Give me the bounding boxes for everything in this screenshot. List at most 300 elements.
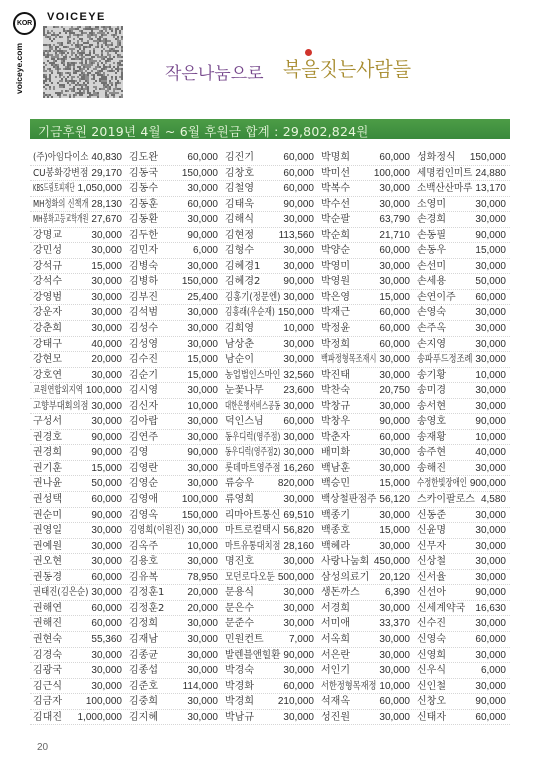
table-row	[30, 166, 510, 182]
donor-name: 김영옥	[129, 509, 158, 521]
donor-amount: 10,000	[475, 431, 506, 443]
donor-amount: 30,000	[91, 556, 122, 568]
donor-name: 김아랍	[129, 416, 158, 428]
donor-entry	[318, 648, 414, 663]
donor-name: 박경숙	[225, 665, 254, 677]
donor-amount: 30,000	[91, 416, 122, 428]
donor-name: 롯데마트영주점	[225, 462, 281, 474]
donor-amount: 15,000	[91, 462, 122, 474]
donor-entry	[126, 181, 222, 196]
donor-amount: 150,000	[277, 307, 314, 319]
donor-name: 마트로컬택시	[225, 525, 281, 537]
donor-entry	[318, 368, 414, 383]
voiceye-logo-text: VOICEYE	[47, 11, 106, 23]
table-row	[30, 445, 510, 461]
donor-amount: 30,000	[379, 183, 410, 195]
donor-name: 김용호	[129, 556, 158, 568]
donor-name: 박남규	[225, 711, 254, 723]
donor-name: 김창호	[225, 167, 254, 179]
donor-amount: 30,000	[187, 385, 218, 397]
donor-amount: 20,000	[91, 354, 122, 366]
donor-amount: 150,000	[181, 276, 218, 288]
donor-name: 백종호	[321, 525, 350, 537]
donor-amount: 90,000	[91, 431, 122, 443]
donor-entry	[30, 290, 126, 305]
donor-entry	[318, 228, 414, 243]
donor-amount: 90,000	[283, 276, 314, 288]
donor-entry	[222, 554, 318, 569]
donor-name: KBS드림토피재단	[33, 183, 75, 195]
table-row	[30, 181, 510, 197]
donor-amount: 500,000	[277, 571, 314, 583]
donor-amount: 16,260	[283, 462, 314, 474]
donor-name: 백파정형목조재시	[321, 354, 377, 366]
donor-entry	[222, 679, 318, 694]
donor-name: 명진호	[225, 556, 254, 568]
donor-entry	[126, 523, 222, 538]
donor-entry	[318, 632, 414, 647]
donor-entry	[30, 508, 126, 523]
donor-entry	[30, 570, 126, 585]
donor-amount: 10,000	[187, 540, 218, 552]
donor-entry	[222, 445, 318, 460]
donor-amount: 30,000	[187, 649, 218, 661]
donor-amount: 56,120	[379, 494, 410, 506]
donor-amount: 30,000	[475, 354, 506, 366]
donor-entry	[30, 601, 126, 616]
donor-entry	[126, 399, 222, 414]
table-row	[30, 523, 510, 539]
donor-name: 박은영	[321, 291, 350, 303]
donor-amount: 90,000	[91, 447, 122, 459]
donor-name: 백승민	[321, 478, 350, 490]
donor-amount: 30,000	[187, 525, 218, 537]
donor-entry	[126, 321, 222, 336]
donor-entry	[30, 166, 126, 181]
donor-amount: 30,000	[475, 509, 506, 521]
donor-entry	[222, 228, 318, 243]
donor-name: 김부진	[129, 291, 158, 303]
donor-amount: 30,000	[475, 462, 506, 474]
donor-entry	[414, 243, 510, 258]
donor-entry	[414, 554, 510, 569]
donor-amount: 30,000	[379, 462, 410, 474]
donor-entry	[126, 197, 222, 212]
donor-amount: 50,000	[91, 478, 122, 490]
donor-name: 김석범	[129, 307, 158, 319]
donor-entry	[414, 601, 510, 616]
donor-name: 송파푸드정조례	[417, 354, 473, 366]
donor-amount: 30,000	[91, 540, 122, 552]
donor-name: 김영애	[129, 494, 158, 506]
donation-summary-banner	[30, 119, 510, 139]
donor-amount: 30,000	[91, 649, 122, 661]
donor-name: 박순희	[321, 229, 350, 241]
donor-amount: 30,000	[379, 665, 410, 677]
donor-name: 신인철	[417, 680, 446, 692]
donor-entry	[414, 492, 510, 507]
donor-amount: 100,000	[373, 167, 410, 179]
donor-amount: 55,360	[91, 633, 122, 645]
donor-entry	[222, 539, 318, 554]
donor-name: 김정훈2	[129, 602, 165, 614]
donor-entry	[222, 570, 318, 585]
donor-amount: 30,000	[379, 400, 410, 412]
kor-badge: KOR	[13, 12, 36, 35]
donor-name: 서인기	[321, 665, 350, 677]
donor-entry	[126, 710, 222, 725]
donor-amount: 60,000	[283, 167, 314, 179]
donor-amount: 30,000	[475, 198, 506, 210]
donor-amount: 60,000	[379, 245, 410, 257]
donor-entry	[30, 352, 126, 367]
donor-amount: 30,000	[283, 291, 314, 303]
donor-entry	[318, 414, 414, 429]
donor-entry	[30, 414, 126, 429]
donor-amount: 30,000	[379, 369, 410, 381]
donor-entry	[414, 259, 510, 274]
donor-name: 김형수	[225, 245, 254, 257]
donor-name: 서미애	[321, 618, 350, 630]
donor-name: 박춘자	[321, 431, 350, 443]
donor-amount: 15,000	[379, 525, 410, 537]
donor-amount: 30,000	[187, 431, 218, 443]
donor-name: 김현정	[225, 229, 254, 241]
donor-name: 박수선	[321, 198, 350, 210]
donor-entry	[414, 150, 510, 165]
donor-entry	[30, 383, 126, 398]
donor-name: 배미화	[321, 447, 350, 459]
donor-name: MH봉화고등교학개원	[33, 214, 89, 226]
donor-amount: 69,510	[283, 509, 314, 521]
donor-entry	[414, 632, 510, 647]
donor-entry	[126, 274, 222, 289]
donor-entry	[30, 197, 126, 212]
donor-entry	[126, 492, 222, 507]
donor-amount: 30,000	[475, 556, 506, 568]
donor-amount: 10,000	[187, 400, 218, 412]
donor-name: 신윤명	[417, 525, 446, 537]
table-row	[30, 585, 510, 601]
donor-amount: 30,000	[91, 369, 122, 381]
donor-amount: 30,000	[283, 245, 314, 257]
donor-name: 박창우	[321, 416, 350, 428]
donor-name: 강명교	[33, 229, 62, 241]
donor-name: 김수진	[129, 354, 158, 366]
donor-amount: 30,000	[475, 307, 506, 319]
donor-entry	[222, 476, 318, 491]
donor-amount: 1,050,000	[77, 183, 122, 195]
donor-amount: 30,000	[379, 540, 410, 552]
donor-amount: 20,120	[379, 571, 410, 583]
donor-amount: 60,000	[283, 680, 314, 692]
donor-entry	[414, 321, 510, 336]
donor-entry	[126, 305, 222, 320]
donor-amount: 30,000	[475, 214, 506, 226]
donor-amount: 30,000	[379, 354, 410, 366]
donor-entry	[222, 305, 318, 320]
donor-name: 김정훈1	[129, 587, 165, 599]
donor-amount: 33,370	[379, 618, 410, 630]
donor-entry	[222, 523, 318, 538]
donor-amount: 30,000	[187, 338, 218, 350]
donor-name: 문용식	[225, 587, 254, 599]
donor-entry	[318, 663, 414, 678]
donor-entry	[318, 710, 414, 725]
donor-entry	[318, 508, 414, 523]
donor-name: 신세계약국	[417, 602, 466, 614]
donor-entry	[126, 383, 222, 398]
donor-name: 김광국	[33, 665, 62, 677]
donor-entry	[126, 414, 222, 429]
table-row	[30, 492, 510, 508]
donor-name: 남순이	[225, 354, 254, 366]
donor-amount: 90,000	[379, 416, 410, 428]
donor-entry	[30, 445, 126, 460]
donor-entry	[30, 399, 126, 414]
donor-amount: 30,000	[187, 214, 218, 226]
donor-amount: 30,000	[283, 494, 314, 506]
donor-amount: 24,880	[475, 167, 506, 179]
page-number: 20	[37, 742, 49, 753]
donor-amount: 150,000	[469, 152, 506, 163]
donor-amount: 60,000	[379, 338, 410, 350]
donor-name: 박정윤	[321, 323, 350, 335]
donor-name: 석재옥	[321, 696, 350, 708]
donor-name: 김성영	[129, 338, 158, 350]
donor-entry	[30, 243, 126, 258]
donor-name: 마트유통대치점	[225, 540, 281, 552]
table-row	[30, 663, 510, 679]
donor-name: 신창오	[417, 696, 446, 708]
donor-name: 교원연합외지역	[33, 385, 83, 397]
donor-name: 권기훈	[33, 462, 62, 474]
donor-amount: 30,000	[91, 665, 122, 677]
donor-amount: 30,000	[91, 680, 122, 692]
donor-entry	[222, 321, 318, 336]
donor-amount: 30,000	[475, 323, 506, 335]
donor-amount: 78,950	[187, 571, 218, 583]
donor-entry	[222, 632, 318, 647]
donor-entry	[126, 476, 222, 491]
donor-name: 성화정식	[417, 152, 456, 163]
donor-name: 류승우	[225, 478, 254, 490]
donor-amount: 210,000	[277, 696, 314, 708]
donor-name: 김연주	[129, 431, 158, 443]
donor-amount: 15,000	[475, 245, 506, 257]
donor-entry	[414, 274, 510, 289]
donor-amount: 60,000	[379, 323, 410, 335]
donor-entry	[318, 352, 414, 367]
donor-name: 김태욱	[225, 198, 254, 210]
donor-name: 김옥주	[129, 540, 158, 552]
donor-name: 박경희	[225, 696, 254, 708]
donor-name: 백상철판점주	[321, 494, 377, 506]
donor-name: 류영희	[225, 494, 254, 506]
donor-entry	[30, 585, 126, 600]
donor-entry	[222, 663, 318, 678]
donor-name: 김정희	[129, 618, 158, 630]
donor-name: 권경호	[33, 431, 62, 443]
donor-amount: 100,000	[85, 385, 122, 397]
donor-name: 송서현	[417, 400, 446, 412]
donor-amount: 30,000	[379, 260, 410, 272]
donor-entry	[222, 368, 318, 383]
donor-amount: 15,000	[91, 260, 122, 272]
donor-name: 김재남	[129, 633, 158, 645]
donor-amount: 60,000	[283, 416, 314, 428]
donor-table	[30, 150, 510, 725]
donor-name: 소영미	[417, 198, 446, 210]
donor-name: 권해연	[33, 602, 62, 614]
donor-entry	[30, 305, 126, 320]
donor-entry	[126, 554, 222, 569]
donor-amount: 90,000	[187, 447, 218, 459]
donor-name: 수정한빛장애인	[417, 478, 467, 490]
donor-entry	[222, 585, 318, 600]
donor-name: 김병하	[129, 276, 158, 288]
donor-amount: 40,000	[91, 338, 122, 350]
donor-name: 김신자	[129, 400, 158, 412]
donor-amount: 30,000	[283, 587, 314, 599]
donor-entry	[414, 445, 510, 460]
donor-entry	[222, 383, 318, 398]
donor-name: 박경화	[225, 680, 254, 692]
slogan-part-1: 작은나눔으로	[165, 64, 264, 84]
donor-amount: 90,000	[475, 696, 506, 708]
donor-amount: 150,000	[181, 167, 218, 179]
donor-name: 생돈까스	[321, 587, 360, 599]
donor-amount: 113,560	[278, 229, 314, 241]
donor-amount: 450,000	[373, 556, 410, 568]
donor-entry	[126, 461, 222, 476]
donor-name: 권경희	[33, 447, 62, 459]
donor-amount: 40,000	[475, 447, 506, 459]
donor-amount: 30,000	[283, 602, 314, 614]
donor-entry	[126, 290, 222, 305]
donor-entry	[318, 445, 414, 460]
donor-name: 김순기	[129, 369, 158, 381]
donor-amount: 30,000	[91, 229, 122, 241]
donor-name: 김동훈	[129, 198, 158, 210]
donor-amount: 30,000	[379, 509, 410, 521]
donor-entry	[222, 601, 318, 616]
donor-entry	[222, 414, 318, 429]
table-row	[30, 321, 510, 337]
donor-name: 성진원	[321, 711, 350, 723]
donor-entry	[126, 632, 222, 647]
donor-amount: 30,000	[379, 602, 410, 614]
donor-entry	[222, 352, 318, 367]
donor-name: 서옥희	[321, 633, 350, 645]
donor-amount: 30,000	[475, 385, 506, 397]
donor-entry	[222, 492, 318, 507]
donor-amount: 30,000	[283, 711, 314, 723]
donor-amount: 30,000	[91, 291, 122, 303]
donor-entry	[222, 430, 318, 445]
donor-amount: 60,000	[187, 198, 218, 210]
donor-entry	[30, 632, 126, 647]
donor-name: 소백산산마루	[417, 183, 473, 195]
donor-amount: 30,000	[475, 571, 506, 583]
donor-entry	[126, 508, 222, 523]
donor-amount: 28,160	[283, 540, 314, 552]
donor-amount: 90,000	[475, 416, 506, 428]
donor-entry	[318, 523, 414, 538]
donor-amount: 30,000	[187, 478, 218, 490]
donor-name: 동우디럭(영주점)	[225, 431, 281, 443]
donor-entry	[318, 492, 414, 507]
donor-name: 신선아	[417, 587, 446, 599]
donor-entry	[318, 601, 414, 616]
donor-amount: 60,000	[91, 494, 122, 506]
donor-entry	[222, 461, 318, 476]
donor-entry	[126, 259, 222, 274]
donor-name: 김두한	[129, 229, 158, 241]
donor-entry	[126, 166, 222, 181]
donor-amount: 30,000	[91, 400, 122, 412]
table-row	[30, 430, 510, 446]
donor-entry	[414, 585, 510, 600]
donor-name: 권동경	[33, 571, 62, 583]
donor-name: 김금자	[33, 696, 62, 708]
donor-entry	[30, 461, 126, 476]
donor-amount: 30,000	[283, 431, 314, 443]
donor-name: 신서율	[417, 571, 446, 583]
donor-name: 백남훈	[321, 462, 350, 474]
table-row	[30, 197, 510, 213]
donor-amount: 30,000	[283, 354, 314, 366]
donor-entry	[126, 539, 222, 554]
donor-entry	[318, 181, 414, 196]
donor-name: 권성택	[33, 494, 62, 506]
donor-entry	[222, 399, 318, 414]
donor-amount: 30,000	[187, 323, 218, 335]
donor-entry	[318, 305, 414, 320]
donor-name: 스카이팔로스	[417, 494, 475, 506]
donor-amount: 30,000	[187, 556, 218, 568]
donor-amount: 16,630	[475, 602, 506, 614]
donor-entry	[318, 554, 414, 569]
donor-amount: 30,000	[475, 540, 506, 552]
donor-name: (주)아임다이소	[33, 152, 89, 163]
donor-name: 신영희	[417, 649, 446, 661]
donor-amount: 4,580	[480, 494, 506, 506]
donor-entry	[414, 616, 510, 631]
donor-entry	[414, 181, 510, 196]
donor-entry	[30, 663, 126, 678]
donor-entry	[318, 274, 414, 289]
donor-amount: 60,000	[475, 711, 506, 723]
donor-name: 김영	[129, 447, 149, 459]
donor-amount: 10,000	[379, 680, 410, 692]
donor-entry	[126, 648, 222, 663]
donor-name: 박복수	[321, 183, 350, 195]
donor-name: 박정희	[321, 338, 350, 350]
donor-entry	[222, 197, 318, 212]
donor-name: 강민성	[33, 245, 62, 257]
donor-entry	[126, 368, 222, 383]
donor-amount: 30,000	[187, 665, 218, 677]
donor-entry	[222, 243, 318, 258]
table-row	[30, 305, 510, 321]
donor-amount: 60,000	[187, 152, 218, 163]
donor-entry	[318, 383, 414, 398]
donor-amount: 30,000	[475, 338, 506, 350]
table-row	[30, 228, 510, 244]
donor-name: 손동필	[417, 229, 446, 241]
donor-name: 동우디럭(영주점2)	[225, 447, 281, 459]
